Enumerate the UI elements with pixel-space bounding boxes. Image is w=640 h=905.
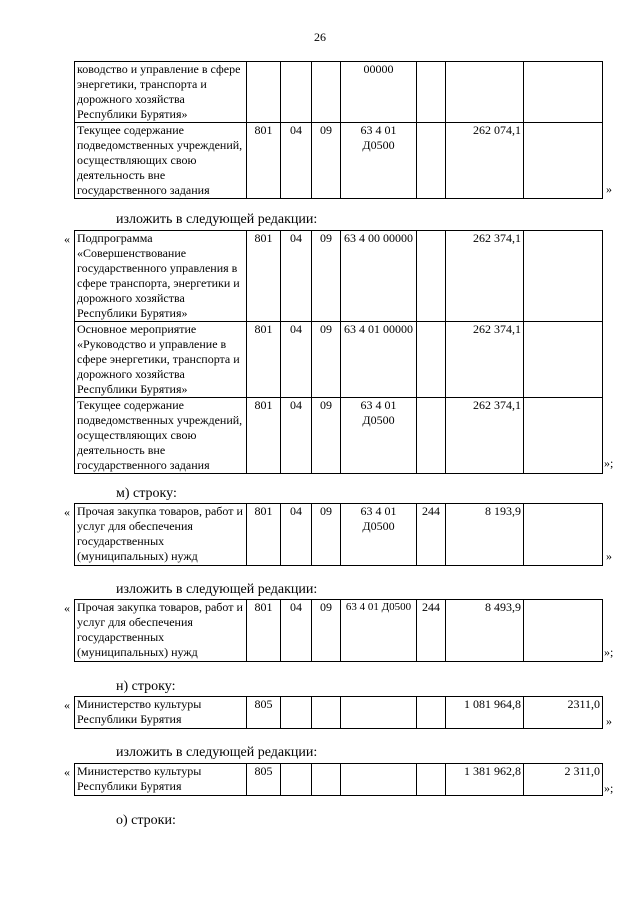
row-rz: 04 [281, 600, 312, 662]
close-quote: » [606, 549, 612, 563]
row-kvsr: 801 [247, 231, 281, 322]
table-row [75, 600, 603, 662]
row-kvsr: 801 [247, 398, 281, 474]
open-quote: « [64, 505, 70, 519]
budget-table-3 [74, 503, 603, 566]
page-number: 26 [314, 30, 326, 44]
table-row [75, 231, 603, 322]
table-row [75, 62, 603, 123]
row-sum1: 8 193,9 [446, 504, 524, 566]
row-name: Прочая закупка товаров, работ и услуг для обеспечения государственных (муниципальных) нужд [75, 504, 247, 566]
row-csr: 63 4 01 Д0500 [341, 504, 417, 566]
caption: м) строку: [116, 486, 177, 501]
row-sum1 [446, 62, 524, 123]
row-name: Основное мероприятие «Руководство и управление в сфере энергетики, транспорта и дорожного хозяйства Республики Бурятия» [75, 322, 247, 398]
row-pr: 09 [312, 600, 341, 662]
table-row [75, 697, 603, 729]
row-name: Текущее содержание подведомственных учреждений, осуществляющих свою деятельность вне государственного задания [75, 398, 247, 474]
table-row [75, 504, 603, 566]
row-sum2 [524, 600, 603, 662]
budget-table-1 [74, 61, 603, 199]
row-rz: 04 [281, 123, 312, 199]
table-row [75, 398, 603, 474]
row-kvsr: 801 [247, 600, 281, 662]
close-quote: »; [604, 456, 614, 470]
row-sum1: 1 081 964,8 [446, 697, 524, 729]
row-vr: 244 [417, 600, 446, 662]
row-rz [281, 764, 312, 796]
row-vr: 244 [417, 504, 446, 566]
budget-table-4 [74, 599, 603, 662]
row-name: Прочая закупка товаров, работ и услуг для обеспечения государственных (муниципальных) нужд [75, 600, 247, 662]
row-kvsr: 801 [247, 123, 281, 199]
row-pr [312, 764, 341, 796]
budget-table-2 [74, 230, 603, 474]
row-pr: 09 [312, 322, 341, 398]
row-name: Министерство культуры Республики Бурятия [75, 697, 247, 729]
row-sum2: 2311,0 [524, 697, 603, 729]
table-row [75, 764, 603, 796]
open-quote: « [64, 232, 70, 246]
row-rz: 04 [281, 398, 312, 474]
row-name: ководство и управление в сфере энергетики, транспорта и дорожного хозяйства Республики Бурятия» [75, 62, 247, 123]
open-quote: « [64, 698, 70, 712]
row-pr: 09 [312, 123, 341, 199]
row-vr [417, 231, 446, 322]
row-kvsr: 805 [247, 764, 281, 796]
row-csr: 63 4 01 00000 [341, 322, 417, 398]
row-sum2 [524, 62, 603, 123]
close-quote: » [606, 714, 612, 728]
close-quote: »; [604, 645, 614, 659]
row-pr: 09 [312, 398, 341, 474]
caption: н) строку: [116, 679, 176, 694]
caption: изложить в следующей редакции: [116, 745, 318, 760]
row-csr: 63 4 01 Д0500 [341, 600, 417, 662]
row-pr [312, 62, 341, 123]
row-sum1: 262 374,1 [446, 398, 524, 474]
row-vr [417, 123, 446, 199]
budget-table-6 [74, 763, 603, 796]
row-sum2 [524, 231, 603, 322]
budget-table-5 [74, 696, 603, 729]
caption: о) строки: [116, 813, 176, 828]
row-csr [341, 764, 417, 796]
row-kvsr: 801 [247, 322, 281, 398]
table-row [75, 322, 603, 398]
row-csr [341, 697, 417, 729]
row-sum1: 262 074,1 [446, 123, 524, 199]
row-pr [312, 697, 341, 729]
row-sum2: 2 311,0 [524, 764, 603, 796]
row-csr: 63 4 01 Д0500 [341, 123, 417, 199]
row-rz [281, 62, 312, 123]
table-row [75, 123, 603, 199]
close-quote: »; [604, 781, 614, 795]
row-sum1: 262 374,1 [446, 231, 524, 322]
row-sum1: 262 374,1 [446, 322, 524, 398]
caption: изложить в следующей редакции: [116, 582, 318, 597]
row-rz: 04 [281, 504, 312, 566]
row-pr: 09 [312, 504, 341, 566]
row-rz: 04 [281, 322, 312, 398]
row-rz: 04 [281, 231, 312, 322]
row-kvsr [247, 62, 281, 123]
row-name: Подпрограмма «Совершенствование государственного управления в сфере транспорта, энергетики и дорожного хозяйства Республики Бурятия» [75, 231, 247, 322]
close-quote: » [606, 182, 612, 196]
row-vr [417, 62, 446, 123]
row-pr: 09 [312, 231, 341, 322]
row-csr: 63 4 00 00000 [341, 231, 417, 322]
row-sum1: 1 381 962,8 [446, 764, 524, 796]
row-vr [417, 764, 446, 796]
open-quote: « [64, 765, 70, 779]
row-csr: 00000 [341, 62, 417, 123]
row-rz [281, 697, 312, 729]
row-vr [417, 322, 446, 398]
caption: изложить в следующей редакции: [116, 212, 318, 227]
row-sum2 [524, 504, 603, 566]
row-kvsr: 801 [247, 504, 281, 566]
row-sum2 [524, 398, 603, 474]
row-name: Текущее содержание подведомственных учреждений, осуществляющих свою деятельность вне государственного задания [75, 123, 247, 199]
row-sum2 [524, 123, 603, 199]
row-kvsr: 805 [247, 697, 281, 729]
row-sum2 [524, 322, 603, 398]
row-sum1: 8 493,9 [446, 600, 524, 662]
row-vr [417, 398, 446, 474]
row-name: Министерство культуры Республики Бурятия [75, 764, 247, 796]
row-vr [417, 697, 446, 729]
open-quote: « [64, 601, 70, 615]
row-csr: 63 4 01 Д0500 [341, 398, 417, 474]
